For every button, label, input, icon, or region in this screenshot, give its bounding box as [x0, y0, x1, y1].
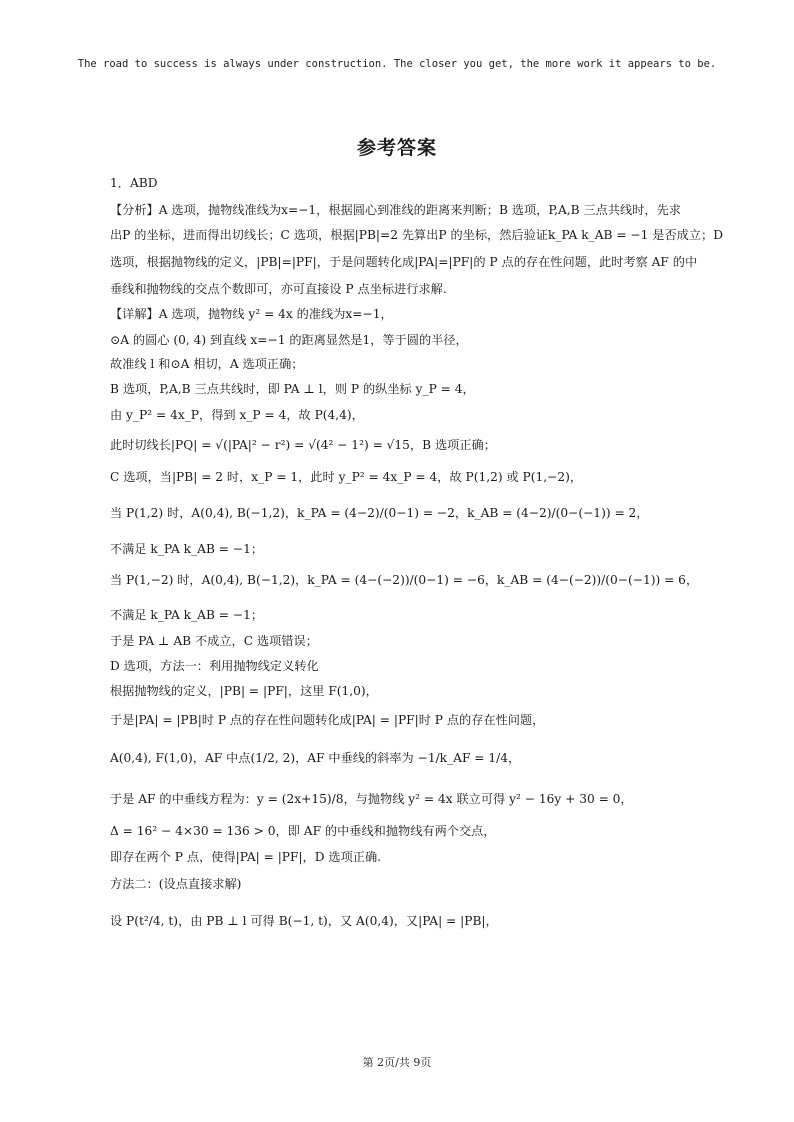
- page-number: 第 2页/共 9页: [362, 1056, 432, 1069]
- text-line: C 选项，当|PB| = 2 时，x_P = 1，此时 y_P² = 4x_P = 4，故 P(1,2) 或 P(1,−2)，: [110, 470, 583, 484]
- text-line: D 选项，方法一：利用抛物线定义转化: [110, 659, 319, 673]
- text-line: 选项，根据抛物线的定义，|PB|=|PF|，于是问题转化成|PA|=|PF|的 P 点的存在性问题，此时考察 AF 的中: [110, 255, 698, 269]
- text-line: 于是|PA| = |PB|时 P 点的存在性问题转化成|PA| = |PF|时 P 点的存在性问题，: [110, 713, 545, 727]
- text-line: 1．ABD: [110, 176, 158, 190]
- text-line: 当 P(1,2) 时，A(0,4), B(−1,2)，k_PA = (4−2)/(0−1) = −2，k_AB = (4−2)/(0−(−1)) = 2，: [110, 506, 649, 520]
- text-line: Δ = 16² − 4×30 = 136 > 0，即 AF 的中垂线和抛物线有两个交点，: [110, 824, 496, 838]
- text-line: 不满足 k_PA k_AB = −1；: [110, 542, 264, 556]
- text-line: 不满足 k_PA k_AB = −1；: [110, 608, 264, 622]
- text-line: B 选项，P,A,B 三点共线时，即 PA ⊥ l，则 P 的纵坐标 y_P = 4，: [110, 382, 475, 396]
- text-line: 由 y_P² = 4x_P，得到 x_P = 4，故 P(4,4)，: [110, 408, 364, 422]
- text-line: 出P 的坐标，进而得出切线长；C 选项，根据|PB|=2 先算出P 的坐标，然后验证k_PA k_AB = −1 是否成立；D: [110, 228, 723, 242]
- text-line: 即存在两个 P 点，使得|PA| = |PF|，D 选项正确.: [110, 850, 382, 864]
- text-line: 垂线和抛物线的交点个数即可，亦可直接设 P 点坐标进行求解.: [110, 282, 447, 296]
- text-line: 于是 AF 的中垂线方程为：y = (2x+15)/8，与抛物线 y² = 4x 联立可得 y² − 16y + 30 = 0，: [110, 792, 633, 806]
- text-line: 当 P(1,−2) 时，A(0,4), B(−1,2)，k_PA = (4−(−2))/(0−1) = −6，k_AB = (4−(−2))/(0−(−1)) = 6，: [110, 573, 699, 587]
- page-header-quote: The road to success is always under construction. The closer you get, the more work it appears to be.: [77, 58, 717, 70]
- text-line: 于是 PA ⊥ AB 不成立，C 选项错误；: [110, 634, 318, 648]
- page-title: 参考答案: [356, 137, 437, 159]
- text-line: 设 P(t²/4, t)，由 PB ⊥ l 可得 B(−1, t)，又 A(0,4)，又|PA| = |PB|，: [110, 914, 498, 928]
- text-line: 方法二：(设点直接求解): [110, 877, 242, 891]
- text-line: 【详解】A 选项，抛物线 y² = 4x 的准线为x=−1，: [110, 307, 393, 321]
- text-line: 此时切线长|PQ| = √(|PA|² − r²) = √(4² − 1²) = √15，B 选项正确；: [110, 438, 496, 452]
- text-line: 故准线 l 和⊙A 相切，A 选项正确；: [110, 357, 304, 371]
- text-line: A(0,4), F(1,0)，AF 中点(1/2, 2)，AF 中垂线的斜率为 −1/k_AF = 1/4，: [110, 751, 521, 765]
- text-line: ⊙A 的圆心 (0, 4) 到直线 x=−1 的距离显然是1，等于圆的半径，: [110, 333, 468, 347]
- text-line: 根据抛物线的定义，|PB| = |PF|，这里 F(1,0)，: [110, 684, 378, 698]
- text-line: 【分析】A 选项，抛物线准线为x=−1，根据圆心到准线的距离来判断；B 选项，P,A,B 三点共线时，先求: [110, 203, 681, 217]
